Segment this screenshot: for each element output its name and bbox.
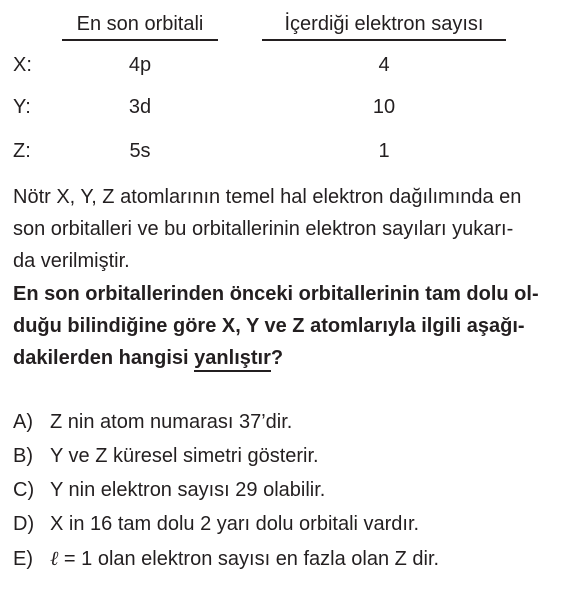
option-c-letter: C) [13, 479, 35, 501]
row-orbital-z: 5s [129, 140, 151, 162]
intro-line-2: son orbitalleri ve bu orbitallerinin elektron sayıları yukarı- [13, 218, 514, 240]
option-b[interactable] [13, 444, 319, 468]
row-count-y: 10 [372, 96, 396, 118]
question-line-1: En son orbitallerinden önceki orbitallerinin tam dolu ol- [13, 283, 539, 305]
row-orbital-y: 3d [128, 96, 152, 118]
option-b-letter: B) [13, 445, 33, 467]
option-d-letter: D) [13, 513, 35, 535]
row-label-z: Z: [13, 140, 31, 162]
option-a-text: Z nin atom numarası 37’dir. [50, 411, 293, 433]
intro-line-3: da verilmiştir. [13, 250, 130, 272]
option-c[interactable] [13, 478, 325, 502]
question-mark: ? [270, 347, 284, 369]
question-line-2: duğu bilindiğine göre X, Y ve Z atomlarıyla ilgili aşağı- [13, 315, 525, 337]
table-header-electron-count: İçerdiği elektron sayısı [284, 13, 484, 35]
option-a-letter: A) [13, 411, 33, 433]
option-e-letter: E) [13, 548, 33, 570]
question-line-3-prefix: dakilerden hangisi [13, 347, 195, 369]
option-e[interactable] [13, 546, 439, 571]
option-e-symbol: ℓ [50, 546, 59, 570]
row-label-x: X: [13, 54, 32, 76]
table-header-orbital: En son orbitali [76, 13, 204, 35]
table-header-orbital-rule [62, 39, 218, 41]
option-a[interactable] [13, 410, 292, 434]
option-d[interactable] [13, 512, 419, 536]
row-count-x: 4 [378, 54, 390, 76]
option-e-text: = 1 olan elektron sayısı en fazla olan Z dir. [58, 548, 440, 570]
option-d-text: X in 16 tam dolu 2 yarı dolu orbitali vardır. [50, 513, 420, 535]
row-orbital-x: 4p [128, 54, 152, 76]
question-emphasis-word: yanlıştır [194, 347, 271, 372]
row-count-z: 1 [378, 140, 390, 162]
intro-line-1: Nötr X, Y, Z atomlarının temel hal elektron dağılımında en [13, 186, 522, 208]
question-line-3 [13, 342, 283, 374]
row-label-y: Y: [13, 96, 31, 118]
option-b-text: Y ve Z küresel simetri gösterir. [50, 445, 319, 467]
table-header-electron-count-rule [262, 39, 506, 41]
option-c-text: Y nin elektron sayısı 29 olabilir. [50, 479, 326, 501]
